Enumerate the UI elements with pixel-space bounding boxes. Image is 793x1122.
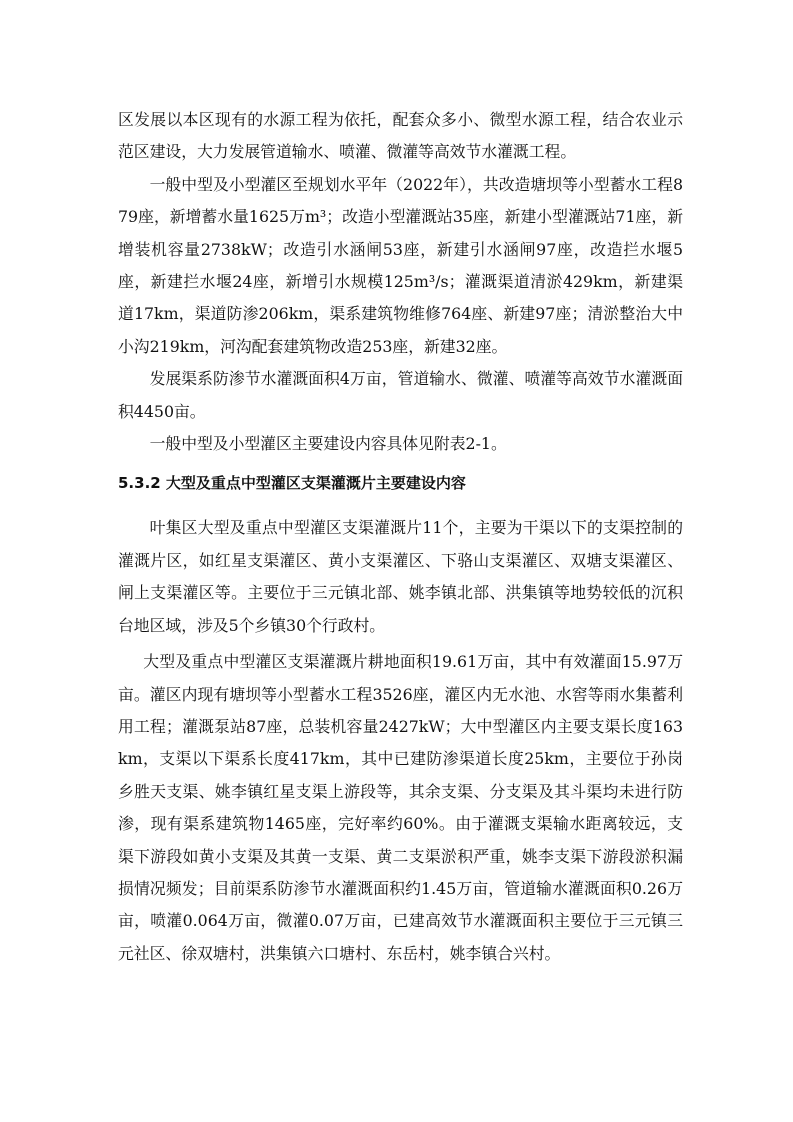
section-heading-5-3-2: 5.3.2 大型及重点中型灌区支渠灌溉片主要建设内容	[118, 474, 466, 493]
paragraph-branch-canal-status: 大型及重点中型灌区支渠灌溉片耕地面积19.61万亩，其中有效灌面15.97万亩。灌区内现有塘坝等小型蓄水工程3526座，灌区内无水池、水窖等雨水集蓄利用工程；灌溉泵站87座，总装机容量2427kW；大中型灌区内主要支渠长度163km，支渠以下渠系长度417km，其中已建防渗渠道长度25km，主要位于孙岗乡胜天支渠、姚李镇红星支渠上游段等，其余支渠、分支渠及其斗渠均未进行防渗，现有渠系建筑物1465座，完好率约60%。由于灌溉支渠输水距离较远，支渠下游段如黄小支渠及其黄一支渠、黄二支渠淤积严重，姚李支渠下游段淤积漏损情况频发；目前渠系防渗节水灌溉面积约1.45万亩，管道输水灌溉面积0.26万亩，喷灌0.064万亩，微灌0.07万亩，已建高效节水灌溉面积主要位于三元镇三元社区、徐双塘村，洪集镇六口塘村、东岳村，姚李镇合兴村。	[118, 652, 683, 963]
paragraph-branch-canal-overview: 叶集区大型及重点中型灌区支渠灌溉片11个，主要为干渠以下的支渠控制的灌溉片区，如红星支渠灌区、黄小支渠灌区、下骆山支渠灌区、双塘支渠灌区、闸上支渠灌区等。主要位于三元镇北部、姚李镇北部、洪集镇等地势较低的沉积台地区域，涉及5个乡镇30个行政村。	[118, 518, 683, 635]
paragraph-water-saving-area: 发展渠系防渗节水灌溉面积4万亩，管道输水、微灌、喷灌等高效节水灌溉面积4450亩。	[118, 369, 683, 421]
page-body	[118, 104, 683, 970]
paragraph-intro-continuation: 区发展以本区现有的水源工程为依托，配套众多小、微型水源工程，结合农业示范区建设，大力发展管道输水、喷灌、微灌等高效节水灌溉工程。	[118, 110, 683, 162]
paragraph-table-reference: 一般中型及小型灌区主要建设内容具体见附表2-1。	[149, 434, 507, 454]
paragraph-small-irrigation-plan: 一般中型及小型灌区至规划水平年（2022年），共改造塘坝等小型蓄水工程879座，新增蓄水量1625万m³；改造小型灌溉站35座，新建小型灌溉站71座，新增装机容量2738kW；改造引水涵闸53座，新建引水涵闸97座，改造拦水堰5座，新建拦水堰24座，新增引水规模125m³/s；灌溉渠道清淤429km，新建渠道17km，渠道防渗206km，渠系建筑物维修764座、新建97座；清淤整治大中小沟219km，河沟配套建筑物改造253座，新建32座。	[118, 174, 683, 356]
